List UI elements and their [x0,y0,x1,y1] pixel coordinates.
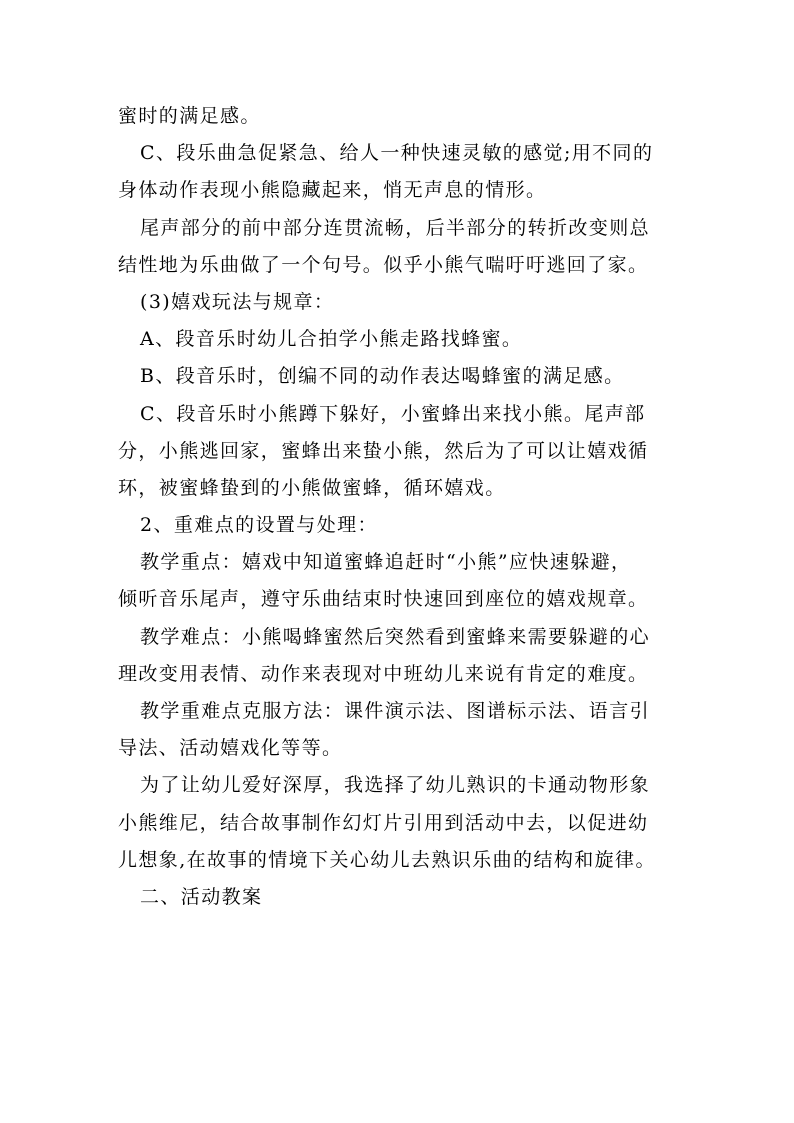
text-line: C、段音乐时小熊蹲下躲好，小蜜蜂出来找小熊。尾声部 [140,402,646,425]
text-line: 尾声部分的前中部分连贯流畅，后半部分的转折改变则总 [140,216,651,239]
text-line: 教学重难点克服方法：课件演示法、图谱标示法、语言引 [140,700,651,722]
text-line: A、段音乐时幼儿合拍学小熊走路找蜂蜜。 [140,328,523,351]
text-line: B、段音乐时，创编不同的动作表达喝蜂蜜的满足感。 [140,365,625,388]
section-heading: 2、重难点的设置与处理： [140,514,378,537]
text-line: 倾听音乐尾声，遵守乐曲结束时快速回到座位的嬉戏规章。 [118,588,649,611]
text-line: 蜜时的满足感。 [118,105,261,127]
text-line: 为了让幼儿爱好深厚，我选择了幼儿熟识的卡通动物形象 [140,774,651,797]
document-body [118,98,698,916]
text-line: 环，被蜜蜂蛰到的小熊做蜜蜂，循环嬉戏。 [118,476,506,499]
text-line: 身体动作表现小熊隐藏起来，悄无声息的情形。 [118,179,547,202]
text-line: 儿想象,在故事的情境下关心幼儿去熟识乐曲的结构和旋律。 [118,848,656,871]
text-line: 结性地为乐曲做了一个句号。似乎小熊气喘吁吁逃回了家。 [118,253,649,276]
section-heading: 二、活动教案 [140,885,263,908]
text-line: 理改变用表情、动作来表现对中班幼儿来说有肯定的难度。 [118,662,649,685]
text-line: 教学难点：小熊喝蜂蜜然后突然看到蜜蜂来需要躲避的心 [140,625,651,648]
text-line: 导法、活动嬉戏化等等。 [118,737,343,760]
text-line: 教学重点：嬉戏中知道蜜蜂追赶时“小熊”应快速躲避， [140,551,632,574]
section-heading: (3)嬉戏玩法与规章： [140,290,335,313]
text-line: 分，小熊逃回家，蜜蜂出来蛰小熊，然后为了可以让嬉戏循 [118,439,649,462]
text-line: C、段乐曲急促紧急、给人一种快速灵敏的感觉;用不同的 [140,142,654,165]
text-line: 小熊维尼，结合故事制作幻灯片引用到活动中去，以促进幼 [118,811,649,834]
